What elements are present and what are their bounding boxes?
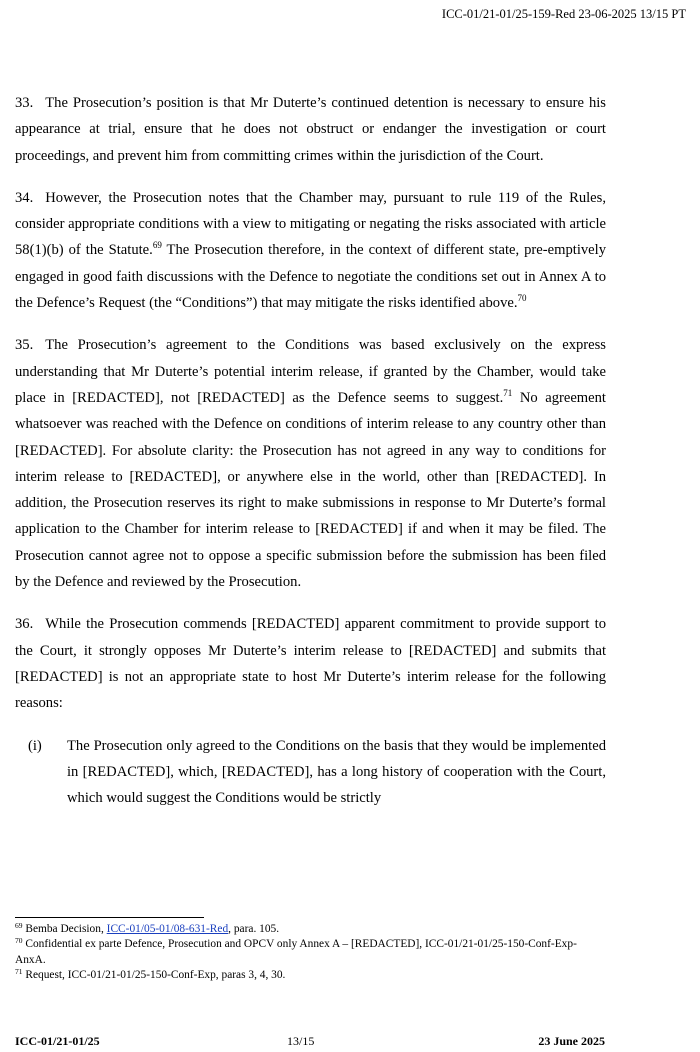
footnote-number: 71 (15, 966, 23, 976)
footnote-number: 69 (15, 921, 23, 930)
list-item-i (15, 733, 606, 812)
footnote-69 (15, 922, 607, 937)
list-item-text: The Prosecution only agreed to the Conditions on the basis that they would be implemented in [REDACTED], which, [REDACTED], has a long history of cooperation with the Court, which would suggest the Conditions would be strictly (67, 737, 606, 807)
footnote-number: 70 (15, 936, 23, 946)
footnote-ref-69[interactable]: 69 (152, 240, 162, 251)
document-body (15, 90, 606, 811)
paragraph-34 (15, 185, 606, 316)
paragraph-text: The Prosecution’s position is that Mr Duterte’s continued detention is necessary to ensure his appearance at trial, ensure that he does not obstruct or endanger the investigation or court proceedings, and prevent him from committing crimes within the jurisdiction of the Court. (15, 95, 606, 164)
paragraph-number: 33. (15, 95, 34, 111)
paragraph-33 (15, 90, 606, 169)
footnote-text: Request, ICC-01/21-01/25-150-Conf-Exp, paras 3, 4, 30. (22, 968, 286, 981)
list-item-label: (i) (28, 737, 42, 754)
footnote-71 (15, 968, 607, 983)
footnote-text: Confidential ex parte Defence, Prosecution and OPCV only Annex A – [REDACTED], ICC-01/21-01/25-150-Conf-Exp-AnxA. (15, 938, 577, 966)
footnote-text: Bemba Decision, (22, 923, 107, 935)
paragraph-35 (15, 332, 606, 595)
paragraph-text: However, the Prosecution notes that the Chamber may, pursuant to rule 119 of the Rules, consider appropriate conditions with a view to mitigating or negating the risks associated with article 58(1)(b) of the Statute. (15, 189, 606, 259)
footer-page-number: 13/15 (287, 1034, 315, 1048)
footer-case-number: ICC-01/21-01/25 (15, 1034, 100, 1048)
paragraph-number: 36. (15, 616, 34, 633)
paragraph-36 (15, 611, 606, 716)
footer-date: 23 June 2025 (538, 1034, 605, 1048)
footnote-ref-70[interactable]: 70 (517, 293, 527, 304)
footnote-divider (15, 917, 204, 918)
paragraph-number: 35. (15, 337, 34, 354)
document-reference-header: ICC-01/21-01/25-159-Red 23-06-2025 13/15 PT (441, 7, 686, 21)
footnotes (15, 922, 607, 983)
paragraph-text: No agreement whatsoever was reached with the Defence on conditions of interim release to any country other than [REDACTED]. For absolute clarity: the Prosecution has not agreed in any way to conditions for interim release to [REDACTED], or anywhere else in the world, other than [REDACTED]. In addition, the Prosecution reserves its right to make submissions in response to Mr Duterte’s formal application to the Chamber for interim release to [REDACTED] if and when it may be filed. The Prosecution cannot agree not to oppose a specific submission before the submission has been filed by the Defence and reviewed by the Prosecution. (15, 389, 606, 591)
paragraph-number: 34. (15, 189, 34, 206)
paragraph-text: The Prosecution’s agreement to the Conditions was based exclusively on the express understanding that Mr Duterte’s potential interim release, if granted by the Chamber, would take place in [REDACTED], not [REDACTED] as the Defence seems to suggest. (15, 337, 606, 406)
footnote-text: , para. 105. (228, 923, 280, 935)
paragraph-text: While the Prosecution commends [REDACTED] apparent commitment to provide support to the Court, it strongly opposes Mr Duterte’s interim release to [REDACTED] and submits that [REDACTED] is not an appropriate state to host Mr Duterte’s interim release for the following reasons: (15, 616, 606, 712)
footnote-70 (15, 937, 607, 968)
footnote-link[interactable]: ICC-01/05-01/08-631-Red (106, 923, 229, 935)
paragraph-text: The Prosecution therefore, in the context of different state, pre-emptively engaged in good faith discussions with the Defence to negotiate the conditions set out in Annex A to the Defence’s Request (the “Conditions”) that may mitigate the risks identified above. (15, 242, 606, 312)
footnote-ref-71[interactable]: 71 (503, 387, 513, 398)
